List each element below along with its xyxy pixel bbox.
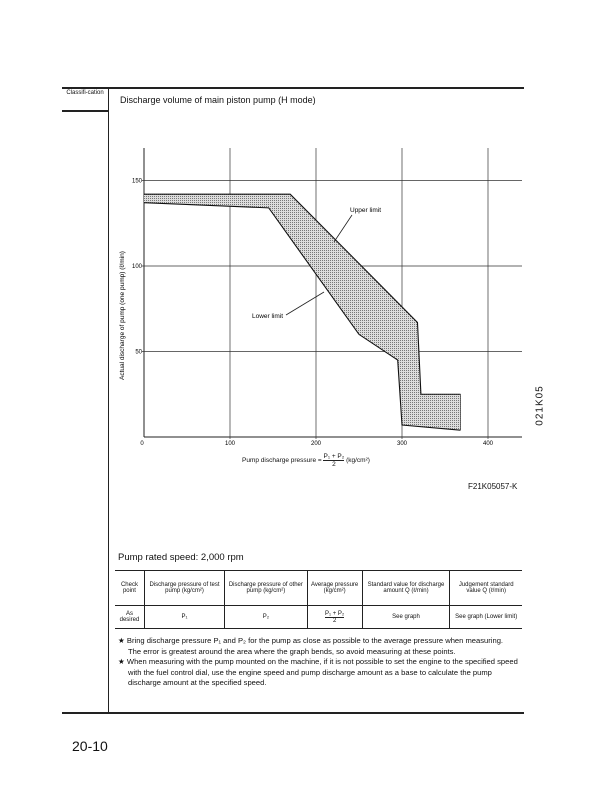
cell-p1: P₁ [144,606,224,629]
x-tick-label: 400 [482,441,494,447]
header-average: Average pressure (kg/cm²) [307,571,362,606]
page-number: 20-10 [72,738,108,754]
bottom-rule [62,712,524,714]
upper-limit-arrow [334,215,352,242]
header-standard: Standard value for discharge amount Q (ℓ/min) [362,571,450,606]
y-tick-label: 100 [131,264,142,270]
cell-check: As desired [119,611,140,623]
x-label-unit: (kg/cm²) [346,457,370,465]
header-judgement: Judgement standard value Q (ℓ/min) [450,571,522,606]
x-label-num: P₁ + P₂ [323,453,345,460]
note-2: The error is greatest around the area where the graph bends, so avoid measuring at these points. [128,646,456,656]
header-check-point: Check point [120,582,138,594]
pump-rated-speed: Pump rated speed: 2,000 rpm [118,552,244,563]
x-label-prefix: Pump discharge pressure = [242,457,322,465]
x-tick-label: 100 [224,441,236,447]
avg-den: 2 [332,617,337,624]
header-test-pump: Discharge pressure of test pump (kg/cm²) [144,571,224,606]
x-tick-label: 200 [310,441,322,447]
header-other-pump: Discharge pressure of other pump (kg/cm²) [225,571,308,606]
notes [118,636,524,689]
x-label-den: 2 [332,461,336,468]
lower-limit-arrow [286,292,324,315]
y-axis-label: Actual discharge of pump (one pump) (ℓ/min) [119,251,126,380]
cell-p2: P₂ [225,606,308,629]
lower-limit-label: Lower limit [252,313,284,320]
figure-id: F21K05057-K [468,482,518,491]
x-label-fraction [323,453,344,468]
table-row [115,606,522,629]
upper-limit-label: Upper limit [350,207,382,214]
y-tick-label: 150 [131,178,142,185]
cell-judgement: See graph (Lower limit) [450,606,522,629]
note-3: ★ When measuring with the pump mounted on the machine, if it is not possible to set the engine to the specified speed with the fuel control dial, use the engine speed and pump discharge amount as a base to calculate the pump discharge amount at the specified speed. [118,657,518,687]
y-tick-label: 50 [135,349,142,356]
avg-num: P₁ + P₂ [325,610,345,617]
x-axis-label [242,453,370,468]
spec-table [115,570,522,629]
classification-label: Classifi-cation [66,90,104,96]
tolerance-band [144,194,460,430]
cell-average [307,606,362,629]
note-1: ★ Bring discharge pressure P₁ and P₂ for the pump as close as possible to the average pressure when measuring. [118,636,504,645]
x-tick-label: 300 [396,441,408,447]
cell-standard: See graph [362,606,450,629]
side-code: 021K05 [534,385,546,426]
section-title: Discharge volume of main piston pump (H mode) [120,95,316,105]
x-tick-label: 0 [140,441,144,447]
